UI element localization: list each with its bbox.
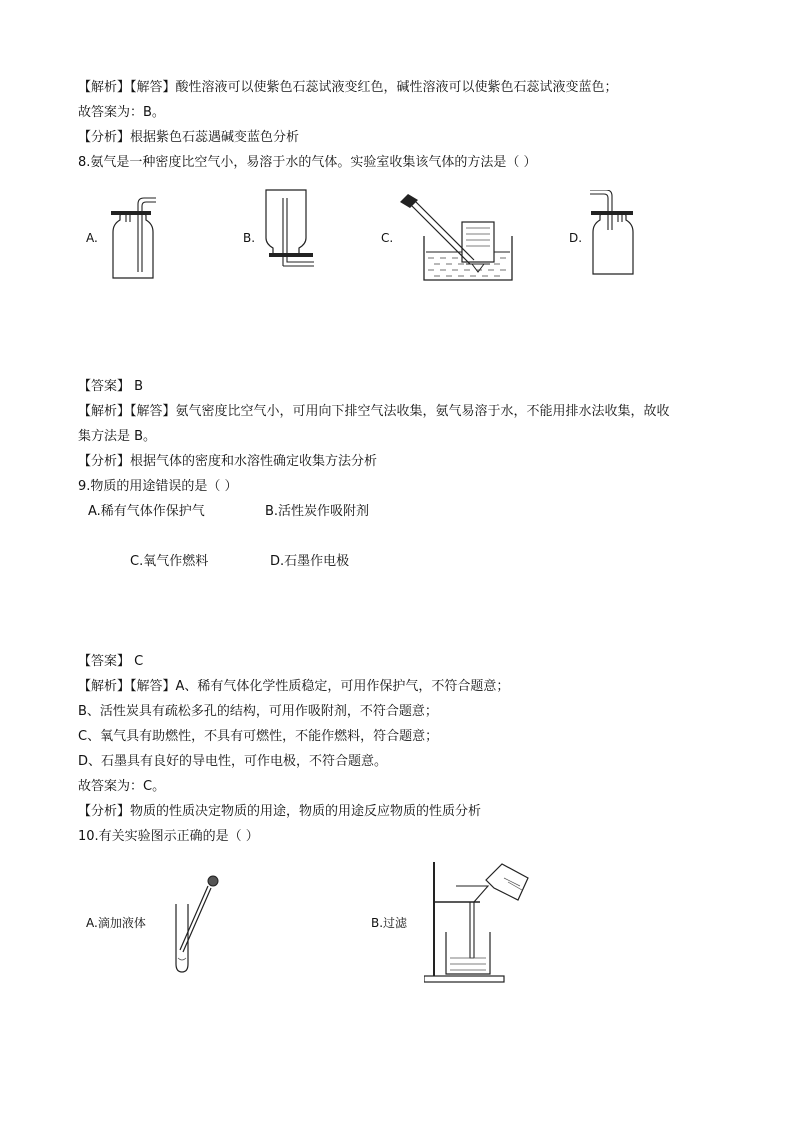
q10-option-a-label: A.滴加液体 bbox=[86, 916, 146, 930]
q8-analysis-line1: 【解析】【解答】氨气密度比空气小，可用向下排空气法收集，氨气易溶于水，不能用排水法收集，故收 bbox=[78, 404, 670, 419]
q8-option-d-label: D. bbox=[569, 231, 583, 245]
q8-analysis-line2: 集方法是 B。 bbox=[78, 429, 157, 444]
q10-question: 10.有关实验图示正确的是（ ） bbox=[78, 829, 259, 844]
q7-analysis-line1: 【解析】【解答】酸性溶液可以使紫色石蕊试液变红色，碱性溶液可以使紫色石蕊试液变蓝色； bbox=[78, 80, 618, 95]
q7-analysis-line2: 故答案为：B。 bbox=[78, 105, 165, 120]
q8-option-d-figure bbox=[586, 190, 641, 280]
q9-option-a: A.稀有气体作保护气 bbox=[88, 504, 205, 519]
q10-option-b-label: B.过滤 bbox=[371, 916, 408, 930]
q9-option-b: B.活性炭作吸附剂 bbox=[265, 504, 370, 519]
q8-option-a-label: A. bbox=[86, 231, 98, 245]
q9-option-d: D.石墨作电极 bbox=[270, 554, 350, 569]
q8-option-c-label: C. bbox=[381, 231, 394, 245]
q10-option-a-figure bbox=[170, 872, 230, 976]
q9-analysis-line1: 【解析】【解答】A、稀有气体化学性质稳定，可用作保护气，不符合题意； bbox=[78, 679, 510, 694]
q8-answer: 【答案】 B bbox=[78, 379, 144, 394]
q9-analysis-line2: B、活性炭具有疏松多孔的结构，可用作吸附剂，不符合题意； bbox=[78, 704, 438, 719]
q9-answer: 【答案】 C bbox=[78, 654, 144, 669]
q9-analysis-line4: D、石墨具有良好的导电性，可作电极，不符合题意。 bbox=[78, 754, 388, 769]
q8-note: 【分析】根据气体的密度和水溶性确定收集方法分析 bbox=[78, 454, 378, 469]
q10-option-b-figure bbox=[424, 858, 534, 986]
q9-option-c: C.氧气作燃料 bbox=[130, 554, 209, 569]
q9-analysis-line5: 故答案为：C。 bbox=[78, 779, 166, 794]
q8-option-b-label: B. bbox=[243, 231, 256, 245]
q8-option-c-figure bbox=[396, 192, 516, 284]
q7-note: 【分析】根据紫色石蕊遇碱变蓝色分析 bbox=[78, 130, 300, 145]
q9-analysis-line3: C、氧气具有助燃性，不具有可燃性，不能作燃料，符合题意； bbox=[78, 729, 439, 744]
q9-note: 【分析】物质的性质决定物质的用途，物质的用途反应物质的性质分析 bbox=[78, 804, 482, 819]
q8-question: 8.氨气是一种密度比空气小，易溶于水的气体。实验室收集该气体的方法是（ ） bbox=[78, 155, 537, 170]
q8-option-a-figure bbox=[108, 192, 163, 282]
q9-question: 9.物质的用途错误的是（ ） bbox=[78, 479, 238, 494]
q8-option-b-figure bbox=[262, 186, 322, 276]
